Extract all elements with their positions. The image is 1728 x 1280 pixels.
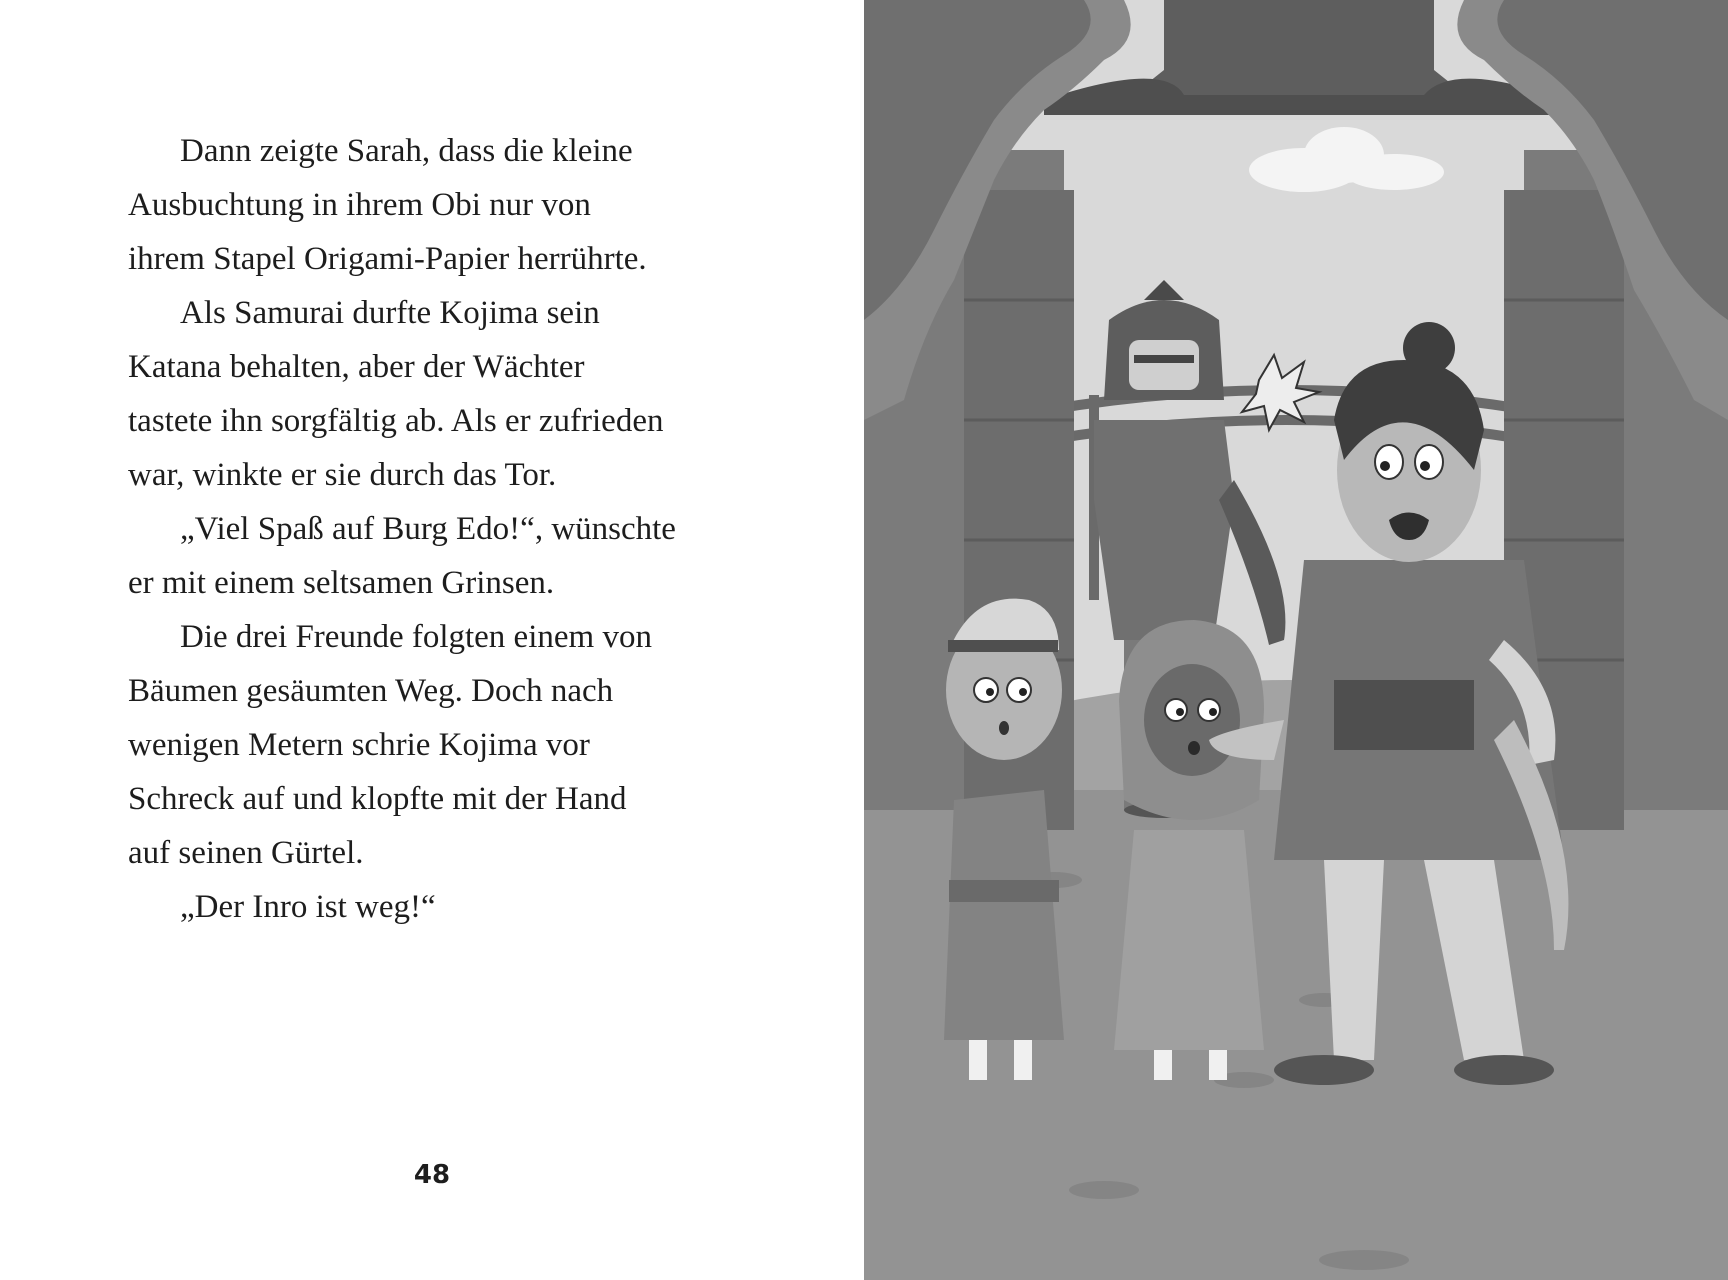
story-line: Dann zeigte Sarah, dass die kleine: [180, 133, 633, 169]
story-line: er mit einem seltsamen Grinsen.: [128, 565, 555, 601]
boy-icon: [944, 599, 1064, 1080]
story-line: auf seinen Gürtel.: [128, 835, 364, 871]
story-line: Als Samurai durfte Kojima sein: [180, 295, 600, 331]
story-line: Ausbuchtung in ihrem Obi nur von: [128, 187, 591, 223]
page-number-label: 48: [413, 1160, 451, 1190]
story-line: Bäumen gesäumten Weg. Doch nach: [128, 673, 614, 709]
story-line: „Der Inro ist weg!“: [180, 889, 436, 925]
story-line: tastete ihn sorgfältig ab. Als er zufrieden: [128, 403, 664, 439]
story-line: Die drei Freunde folgten einem von: [180, 619, 652, 655]
story-line: wenigen Metern schrie Kojima vor: [128, 727, 590, 763]
story-line: ihrem Stapel Origami-Papier herrührte.: [128, 241, 647, 277]
page-number: [0, 1160, 864, 1190]
illustration: [864, 0, 1728, 1280]
girl-icon: [1114, 620, 1264, 1080]
story-text: [128, 124, 748, 934]
story-line: war, winkte er sie durch das Tor.: [128, 457, 557, 493]
story-line: Schreck auf und klopfte mit der Hand: [128, 781, 627, 817]
illustration-scene: [864, 0, 1728, 1280]
story-line: Katana behalten, aber der Wächter: [128, 349, 585, 385]
story-line: „Viel Spaß auf Burg Edo!“, wünschte: [180, 511, 676, 547]
